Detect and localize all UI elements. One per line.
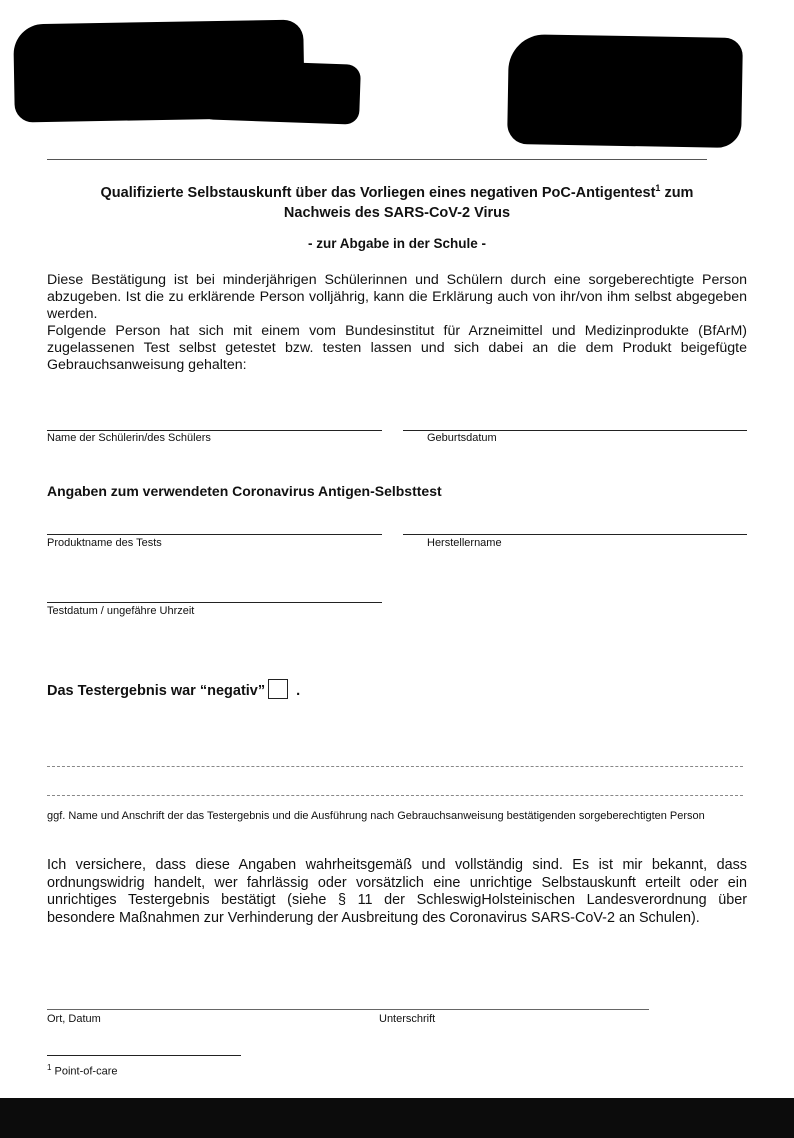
footnote: [47, 1063, 117, 1078]
student-name-label: Name der Schülerin/des Schülers: [47, 432, 211, 444]
test-result-label: Das Testergebnis war “negativ”: [47, 683, 266, 699]
birthdate-label: Geburtsdatum: [427, 432, 497, 444]
test-result-row: [47, 679, 300, 699]
product-name-label: Produktname des Tests: [47, 537, 162, 549]
title-line2: Nachweis des SARS-CoV-2 Virus: [283, 204, 511, 221]
intro-text: [47, 272, 747, 374]
guardian-line-1[interactable]: [47, 766, 743, 767]
manufacturer-line[interactable]: [403, 534, 747, 535]
negative-result-checkbox[interactable]: [268, 679, 288, 699]
title-line1: Qualifizierte Selbstauskunft über das Vorliegen eines negativen PoC-Antigentest$^1$ zum: [100, 183, 694, 201]
redacted-logo-right: [507, 34, 743, 148]
declaration-text: Ich versichere, dass diese Angaben wahrheitsgemäß und vollständig sind. Es ist mir bekannt, dass ordnungswidrig handelt, wer fahrlässig oder vorsätzlich eine unrichtige Selbstauskunft erteilt oder ein unrichtiges Testergebnis bestätigt (siehe § 11 der SchleswigHolsteinischen Landesverordnung über besondere Maßnahmen zur Verhinderung der Ausbreitung des Coronavirus SARS-CoV-2 an Schulen).: [47, 857, 747, 926]
guardian-line-2[interactable]: [47, 795, 743, 796]
bottom-bar: [0, 1098, 794, 1138]
product-name-line[interactable]: [47, 534, 382, 535]
redacted-logo-left-extension: [199, 59, 361, 125]
student-name-line[interactable]: [47, 430, 382, 431]
footnote-text: Point-of-care: [51, 1065, 118, 1078]
signature-line[interactable]: [47, 1009, 649, 1010]
test-section-heading: Angaben zum verwendeten Coronavirus Antigen-Selbsttest: [47, 483, 442, 499]
footnote-divider: [47, 1055, 241, 1056]
intro-paragraph-2: Folgende Person hat sich mit einem vom Bundesinstitut für Arzneimittel und Medizinprodukte (BfArM) zugelassenen Test selbst getestet bzw. testen lassen und sich dabei an die dem Produkt beigefügte Gebrauchsanweisung gehalten:: [47, 323, 747, 373]
signature-label: Unterschrift: [379, 1013, 436, 1025]
document-title: [40, 178, 754, 223]
birthdate-line[interactable]: [403, 430, 747, 431]
place-date-label: Ort, Datum: [47, 1013, 101, 1025]
test-date-label: Testdatum / ungefähre Uhrzeit: [47, 605, 195, 617]
test-result-period: .: [296, 683, 301, 699]
document-subtitle: - zur Abgabe in der Schule -: [307, 236, 487, 251]
header-divider: [47, 159, 707, 160]
footnote-marker: 1: [47, 1063, 52, 1072]
intro-paragraph-1: Diese Bestätigung ist bei minderjährigen Schülerinnen und Schülern durch eine sorgeberechtigte Person abzugeben. Ist die zu erklärende Person volljährig, kann die Erklärung auch von ihr/von ihm selbst abgegeben werden.: [47, 272, 747, 322]
guardian-note: ggf. Name und Anschrift der das Testergebnis und die Ausführung nach Gebrauchsanweisung bestätigenden sorgeberechtigten Person: [47, 810, 705, 822]
manufacturer-label: Herstellername: [427, 537, 502, 549]
test-date-line[interactable]: [47, 602, 382, 603]
